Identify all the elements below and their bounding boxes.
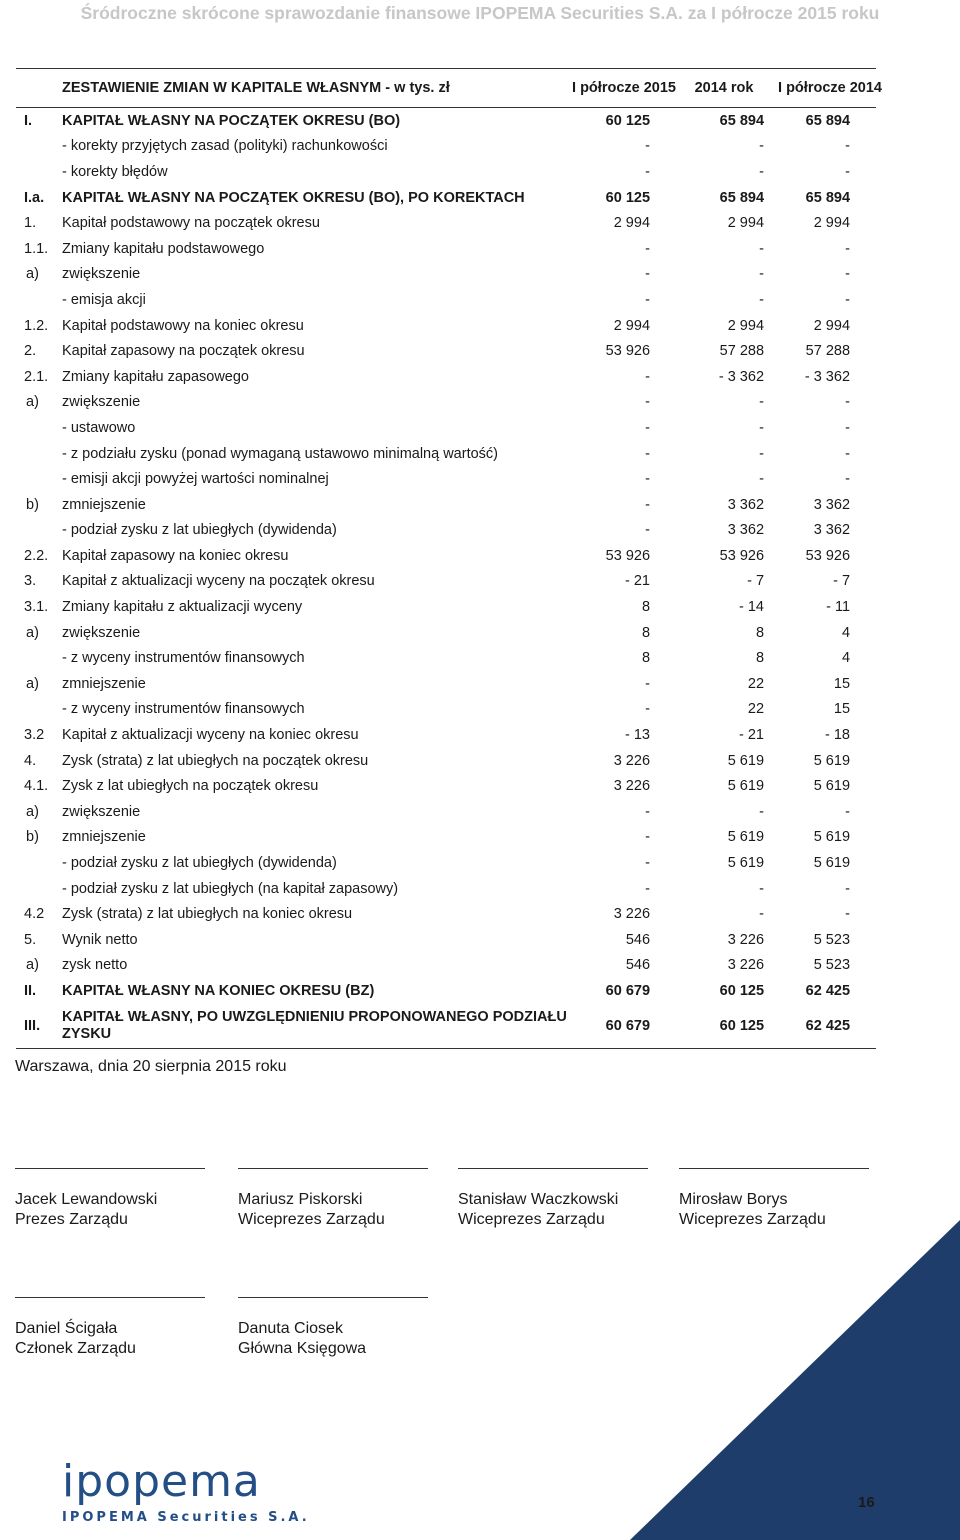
table-row (16, 978, 876, 1004)
row-number: 3.1. (24, 599, 49, 616)
row-label: zwiększenie (62, 266, 141, 283)
row-label: zmniejszenie (62, 829, 146, 846)
value-h1-2014: 3 362 (813, 496, 851, 513)
table-row (16, 390, 876, 416)
value-h1-2014: - 3 362 (804, 368, 851, 385)
table-title: ZESTAWIENIE ZMIAN W KAPITALE WŁASNYM - w tys. zł (16, 69, 572, 108)
table-row (16, 210, 876, 236)
row-label: KAPITAŁ WŁASNY NA POCZĄTEK OKRESU (BO) (62, 112, 401, 129)
value-h1-2014: - (845, 880, 851, 897)
row-label: - ustawowo (62, 419, 136, 436)
value-h1-2015: - (645, 291, 651, 308)
row-label: Zmiany kapitału z aktualizacji wyceny (62, 599, 303, 616)
value-h1-2015: - (645, 394, 651, 411)
signatory-role: Prezes Zarządu (15, 1211, 128, 1228)
row-number: a) (26, 624, 39, 641)
value-h1-2015: - (645, 445, 651, 462)
row-label: zmniejszenie (62, 496, 146, 513)
value-2014-year: - (759, 803, 765, 820)
value-h1-2014: - (845, 266, 851, 283)
value-2014-year: 22 (747, 675, 765, 692)
table-row (16, 697, 876, 723)
value-h1-2014: 5 619 (813, 778, 851, 795)
signatory-role: Główna Księgowa (238, 1340, 367, 1357)
row-number (16, 850, 62, 876)
value-2014-year: 2 994 (727, 215, 765, 232)
value-2014-year: 57 288 (719, 343, 765, 360)
value-2014-year: - (759, 163, 765, 180)
value-2014-year: 53 926 (719, 547, 765, 564)
value-h1-2014: - 11 (826, 599, 851, 616)
value-h1-2014: 5 523 (813, 957, 851, 974)
row-number: III. (16, 1004, 62, 1049)
value-h1-2014: 57 288 (805, 343, 851, 360)
table-row (16, 748, 876, 774)
row-number (16, 645, 62, 671)
page-number: 16 (858, 1494, 875, 1511)
row-label: - z wyceny instrumentów finansowych (62, 701, 305, 718)
value-2014-year: 3 362 (727, 496, 765, 513)
value-h1-2014: 62 425 (805, 982, 851, 999)
value-h1-2015: - (645, 368, 651, 385)
row-number: II. (24, 982, 37, 999)
corner-decoration (630, 1210, 960, 1540)
value-h1-2015: - (645, 829, 651, 846)
row-label: Zmiany kapitału podstawowego (62, 240, 265, 257)
logo-wordmark: ipopema (62, 1456, 261, 1507)
table-row (16, 236, 876, 262)
row-label: Kapitał zapasowy na koniec okresu (62, 547, 289, 564)
value-2014-year: 5 619 (727, 752, 765, 769)
table-row (16, 671, 876, 697)
row-label: Kapitał podstawowy na koniec okresu (62, 317, 304, 334)
table-row (16, 492, 876, 518)
value-h1-2014: 4 (841, 624, 851, 641)
value-2014-year: - (759, 906, 765, 923)
row-label: - podział zysku z lat ubiegłych (na kapitał zapasowy) (62, 880, 399, 897)
value-h1-2014: - (845, 394, 851, 411)
table-body (16, 108, 876, 1049)
row-label: Zysk (strata) z lat ubiegłych na początek okresu (62, 752, 369, 769)
value-2014-year: 8 (755, 650, 765, 667)
value-h1-2015: 3 226 (613, 778, 651, 795)
signatory-name: Jacek Lewandowski (15, 1191, 158, 1208)
value-2014-year: - 3 362 (718, 368, 765, 385)
table-row (16, 108, 876, 134)
value-h1-2014: - (845, 445, 851, 462)
value-2014-year: - (759, 880, 765, 897)
row-number: 1.2. (24, 317, 49, 334)
value-h1-2014: 5 619 (813, 829, 851, 846)
row-label: zwiększenie (62, 803, 141, 820)
signature-line (458, 1168, 648, 1169)
row-label: KAPITAŁ WŁASNY NA POCZĄTEK OKRESU (BO), PO KOREKTACH (62, 189, 525, 206)
row-label: Kapitał z aktualizacji wyceny na początek okresu (62, 573, 375, 590)
value-2014-year: - (759, 240, 765, 257)
signature-block (15, 1297, 205, 1359)
signatory-role: Wiceprezes Zarządu (238, 1211, 385, 1228)
value-2014-year: 3 362 (727, 522, 765, 539)
row-number: b) (26, 496, 39, 513)
value-h1-2015: 53 926 (605, 343, 651, 360)
row-label: Kapitał podstawowy na początek okresu (62, 215, 320, 232)
value-h1-2014: 65 894 (805, 112, 851, 129)
row-label: - korekty błędów (62, 163, 168, 180)
value-2014-year: 8 (755, 624, 765, 641)
value-2014-year: 3 226 (727, 931, 765, 948)
row-number (16, 466, 62, 492)
table-row (16, 927, 876, 953)
table-row (16, 645, 876, 671)
row-label: KAPITAŁ WŁASNY, PO UWZGLĘDNIENIU PROPONOWANEGO PODZIAŁU ZYSKU (62, 1004, 572, 1049)
row-number: 5. (24, 931, 37, 948)
row-number: a) (26, 957, 39, 974)
row-number: b) (26, 829, 39, 846)
row-number: I. (24, 112, 33, 129)
value-h1-2014: 15 (833, 675, 851, 692)
value-2014-year: 2 994 (727, 317, 765, 334)
table-row (16, 594, 876, 620)
value-2014-year: 60 125 (670, 1004, 778, 1049)
row-label: Zysk (strata) z lat ubiegłych na koniec okresu (62, 906, 353, 923)
table-row (16, 338, 876, 364)
value-h1-2015: 60 125 (605, 189, 651, 206)
signature-block (238, 1297, 428, 1359)
value-2014-year: - 21 (739, 727, 765, 744)
signatory-role: Wiceprezes Zarządu (679, 1211, 826, 1228)
value-2014-year: 5 619 (727, 778, 765, 795)
value-h1-2014: 3 362 (813, 522, 851, 539)
value-2014-year: 65 894 (719, 189, 765, 206)
value-h1-2015: - (645, 675, 651, 692)
value-h1-2014: 53 926 (805, 547, 851, 564)
table-header-row (16, 69, 876, 108)
row-number (16, 134, 62, 160)
value-h1-2014: 5 619 (813, 752, 851, 769)
signature-line (15, 1168, 205, 1169)
row-label: - emisja akcji (62, 291, 146, 308)
value-h1-2015: - (645, 138, 651, 155)
row-label: zwiększenie (62, 394, 141, 411)
row-label: Zysk z lat ubiegłych na początek okresu (62, 778, 319, 795)
value-h1-2014: 5 619 (813, 855, 851, 872)
value-h1-2015: 60 679 (572, 1004, 670, 1049)
table-row (16, 415, 876, 441)
row-label: - z podziału zysku (ponad wymaganą ustawowo minimalną wartość) (62, 445, 498, 462)
row-number: 3.2 (24, 727, 45, 744)
table-row (16, 825, 876, 851)
logo-subtitle: IPOPEMA Securities S.A. (62, 1510, 310, 1525)
value-h1-2015: - (645, 496, 651, 513)
row-number: a) (26, 803, 39, 820)
value-2014-year: - (759, 394, 765, 411)
row-label: - emisji akcji powyżej wartości nominalnej (62, 471, 329, 488)
value-h1-2014: 65 894 (805, 189, 851, 206)
value-2014-year: 5 619 (727, 829, 765, 846)
row-number: 1. (24, 215, 37, 232)
signatory-name: Stanisław Waczkowski (458, 1191, 619, 1208)
value-h1-2014: - (845, 291, 851, 308)
value-h1-2014: - (845, 803, 851, 820)
row-label: zysk netto (62, 957, 128, 974)
value-h1-2014: - (845, 471, 851, 488)
value-2014-year: - 14 (739, 599, 765, 616)
value-h1-2015: 3 226 (613, 752, 651, 769)
row-number (16, 876, 62, 902)
value-h1-2014: - (845, 419, 851, 436)
value-h1-2014: - 7 (833, 573, 851, 590)
table-row (16, 185, 876, 211)
row-number (16, 518, 62, 544)
table-row (16, 569, 876, 595)
table-row (16, 876, 876, 902)
value-h1-2014: 5 523 (813, 931, 851, 948)
row-number: 4.2 (24, 906, 45, 923)
table-row (16, 722, 876, 748)
table-row (16, 773, 876, 799)
value-h1-2014: - 18 (825, 727, 851, 744)
column-header: 2014 rok (670, 69, 778, 108)
signatory-name: Mariusz Piskorski (238, 1191, 363, 1208)
value-h1-2015: 546 (625, 931, 651, 948)
row-number (16, 159, 62, 185)
table-row (16, 287, 876, 313)
value-h1-2015: - (645, 240, 651, 257)
value-h1-2015: 60 679 (605, 982, 651, 999)
table-row (16, 159, 876, 185)
table-row (16, 441, 876, 467)
row-number: 2.1. (24, 368, 49, 385)
value-h1-2015: 8 (641, 650, 651, 667)
value-h1-2015: 60 125 (605, 112, 651, 129)
signature-line (238, 1168, 428, 1169)
row-number: 2.2. (24, 547, 49, 564)
value-2014-year: 5 619 (727, 855, 765, 872)
value-h1-2015: 8 (641, 624, 651, 641)
corner-triangle (630, 1220, 960, 1540)
value-h1-2015: - (645, 522, 651, 539)
row-number: 4.1. (24, 778, 49, 795)
table-row (16, 799, 876, 825)
signatory-name: Danuta Ciosek (238, 1320, 343, 1337)
row-label: Kapitał z aktualizacji wyceny na koniec okresu (62, 727, 359, 744)
column-header: I półrocze 2014 (778, 69, 876, 108)
signature-block (238, 1168, 428, 1230)
row-number: I.a. (24, 189, 45, 206)
date-line: Warszawa, dnia 20 sierpnia 2015 roku (15, 1058, 287, 1075)
value-2014-year: - (759, 445, 765, 462)
signature-block (458, 1168, 648, 1230)
row-number: 2. (24, 343, 37, 360)
row-label: zwiększenie (62, 624, 141, 641)
company-logo (62, 1456, 310, 1525)
row-number: a) (26, 675, 39, 692)
row-label: Zmiany kapitału zapasowego (62, 368, 249, 385)
value-h1-2015: - 21 (625, 573, 651, 590)
value-h1-2015: - (645, 701, 651, 718)
row-number (16, 441, 62, 467)
row-number: a) (26, 266, 39, 283)
row-number (16, 415, 62, 441)
row-label: zmniejszenie (62, 675, 146, 692)
value-h1-2015: - (645, 803, 651, 820)
value-h1-2014: 2 994 (813, 317, 851, 334)
table-row (16, 620, 876, 646)
value-h1-2015: - (645, 163, 651, 180)
value-h1-2015: 53 926 (605, 547, 651, 564)
row-number: 1.1. (24, 240, 49, 257)
value-h1-2015: - (645, 855, 651, 872)
value-h1-2015: - 13 (625, 727, 651, 744)
table-row (16, 543, 876, 569)
signatory-name: Mirosław Borys (679, 1191, 788, 1208)
row-number: 3. (24, 573, 37, 590)
value-2014-year: - (759, 471, 765, 488)
table-row (16, 364, 876, 390)
table-row (16, 1004, 876, 1049)
value-2014-year: 3 226 (727, 957, 765, 974)
value-2014-year: - (759, 419, 765, 436)
value-h1-2015: - (645, 266, 651, 283)
row-label: Kapitał zapasowy na początek okresu (62, 343, 305, 360)
value-h1-2014: 2 994 (813, 215, 851, 232)
value-h1-2015: 2 994 (613, 317, 651, 334)
value-h1-2014: - (845, 138, 851, 155)
table-row (16, 134, 876, 160)
table-row (16, 901, 876, 927)
row-label: - podział zysku z lat ubiegłych (dywidenda) (62, 855, 337, 872)
row-number: a) (26, 394, 39, 411)
row-label: - korekty przyjętych zasad (polityki) rachunkowości (62, 138, 388, 155)
column-header: I półrocze 2015 (572, 69, 670, 108)
value-h1-2015: 2 994 (613, 215, 651, 232)
value-h1-2014: - (845, 163, 851, 180)
value-2014-year: 22 (747, 701, 765, 718)
table-row (16, 466, 876, 492)
value-h1-2015: 546 (625, 957, 651, 974)
value-h1-2014: - (845, 240, 851, 257)
signature-block (15, 1168, 205, 1230)
row-number: 4. (24, 752, 37, 769)
row-label: - podział zysku z lat ubiegłych (dywidenda) (62, 522, 337, 539)
value-h1-2015: 8 (641, 599, 651, 616)
signatory-role: Członek Zarządu (15, 1340, 136, 1357)
row-number (16, 287, 62, 313)
table-row (16, 518, 876, 544)
value-h1-2015: - (645, 471, 651, 488)
value-h1-2015: - (645, 419, 651, 436)
row-number (16, 697, 62, 723)
signature-line (679, 1168, 869, 1169)
equity-changes-table-container (16, 68, 882, 1049)
signature-line (15, 1297, 205, 1298)
value-h1-2015: 3 226 (613, 906, 651, 923)
table-row (16, 262, 876, 288)
equity-changes-table (16, 68, 882, 1049)
value-2014-year: 60 125 (719, 982, 765, 999)
page-header: Śródroczne skrócone sprawozdanie finansowe IPOPEMA Securities S.A. za I półrocze 2015 roku (80, 3, 880, 23)
signatory-role: Wiceprezes Zarządu (458, 1211, 605, 1228)
value-2014-year: 65 894 (719, 112, 765, 129)
row-label: KAPITAŁ WŁASNY NA KONIEC OKRESU (BZ) (62, 982, 375, 999)
value-h1-2015: - (645, 880, 651, 897)
table-row (16, 953, 876, 979)
table-row (16, 313, 876, 339)
table-row (16, 850, 876, 876)
value-2014-year: - (759, 291, 765, 308)
row-label: - z wyceny instrumentów finansowych (62, 650, 305, 667)
value-h1-2014: 4 (841, 650, 851, 667)
signature-line (238, 1297, 428, 1298)
value-h1-2014: 15 (833, 701, 851, 718)
value-h1-2014: 62 425 (778, 1004, 876, 1049)
value-2014-year: - 7 (747, 573, 765, 590)
value-h1-2014: - (845, 906, 851, 923)
value-2014-year: - (759, 266, 765, 283)
row-label: Wynik netto (62, 931, 138, 948)
signatory-name: Daniel Ścigała (15, 1320, 118, 1337)
value-2014-year: - (759, 138, 765, 155)
